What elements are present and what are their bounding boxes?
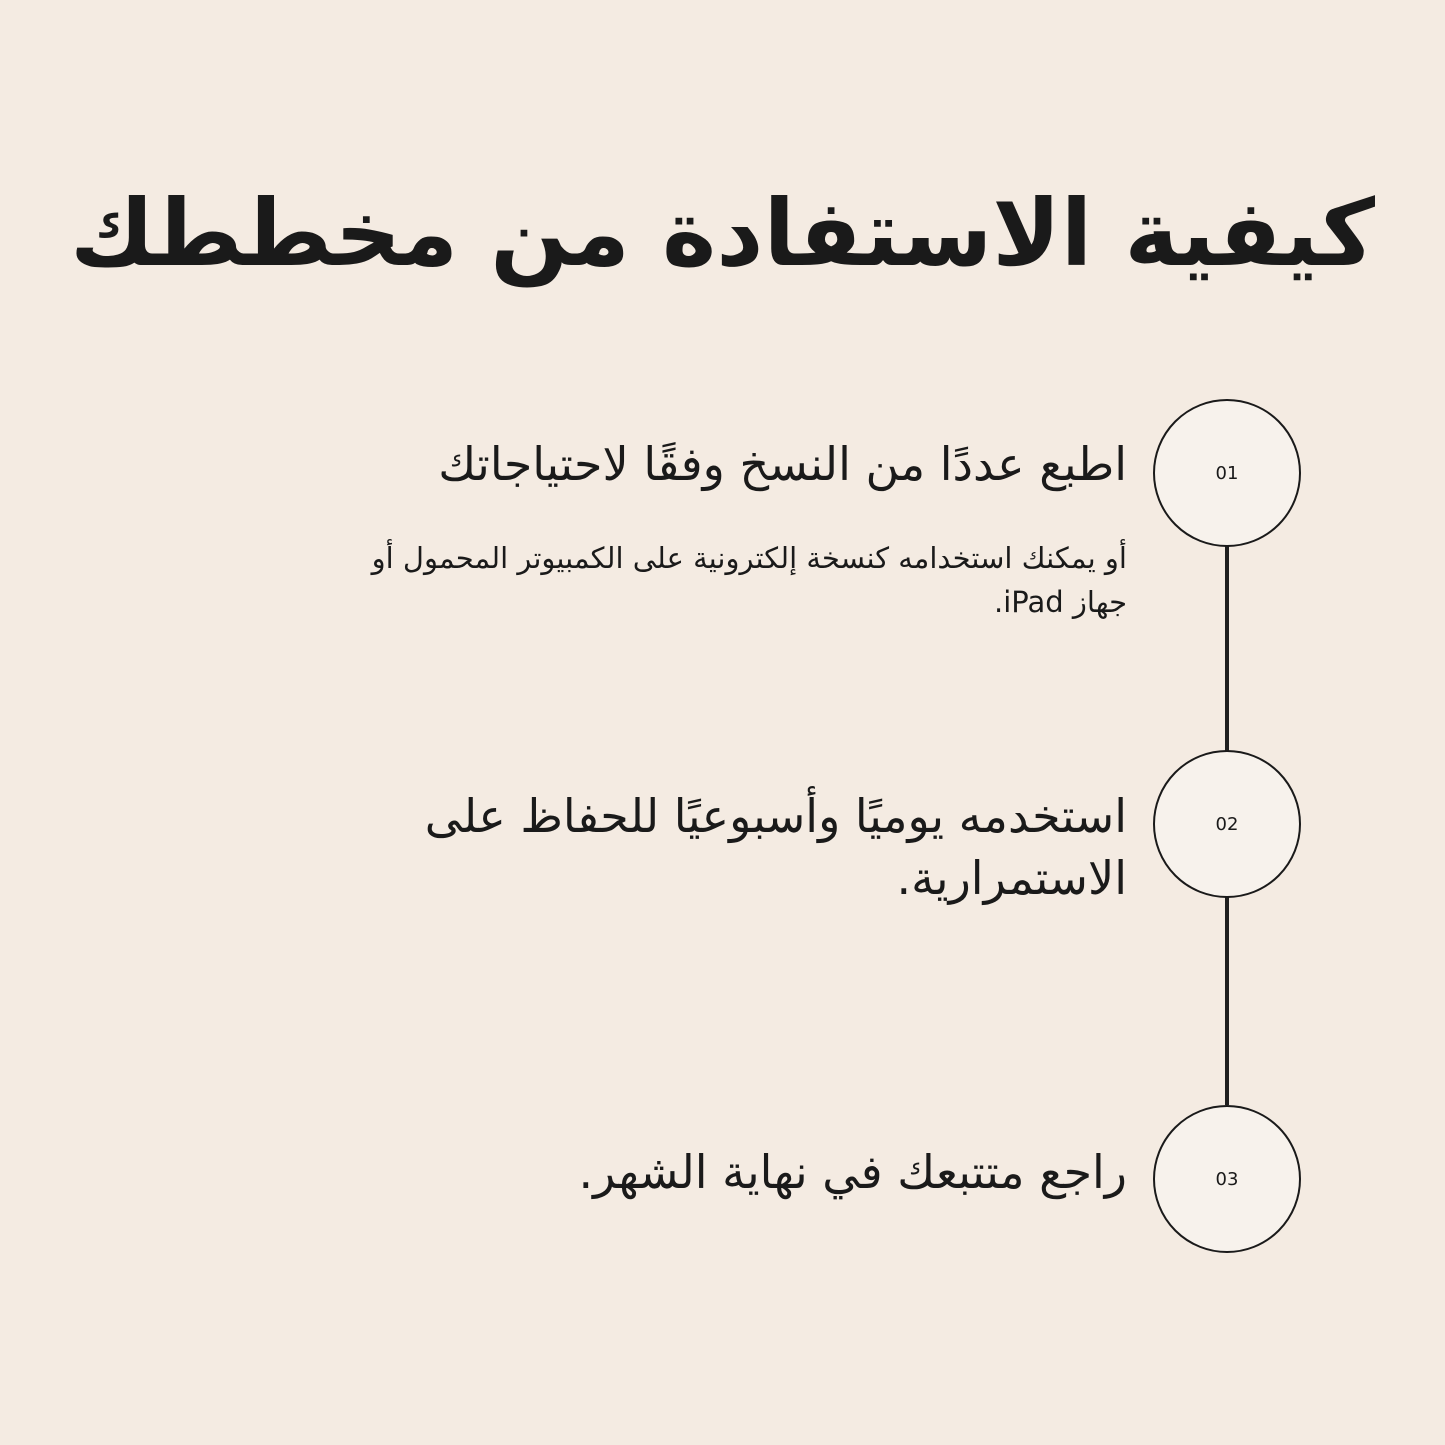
step-2 (247, 785, 1127, 909)
step-heading: استخدمه يوميًا وأسبوعيًا للحفاظ على الاستمرارية. (424, 789, 1127, 905)
step-3 (579, 1140, 1128, 1204)
step-number-circle: 01 (1153, 399, 1301, 547)
step-heading: راجع متتبعك في نهاية الشهر. (578, 1145, 1127, 1199)
page-title: كيفية الاستفادة من مخططك (70, 180, 1375, 287)
step-description: أو يمكنك استخدامه كنسخة إلكترونية على الكمبيوتر المحمول أو جهاز iPad. (371, 541, 1127, 619)
step-number-circle: 03 (1153, 1105, 1301, 1253)
step-1 (347, 432, 1127, 624)
step-heading: اطبع عددًا من النسخ وفقًا لاحتياجاتك (438, 437, 1127, 491)
step-number-circle: 02 (1153, 750, 1301, 898)
